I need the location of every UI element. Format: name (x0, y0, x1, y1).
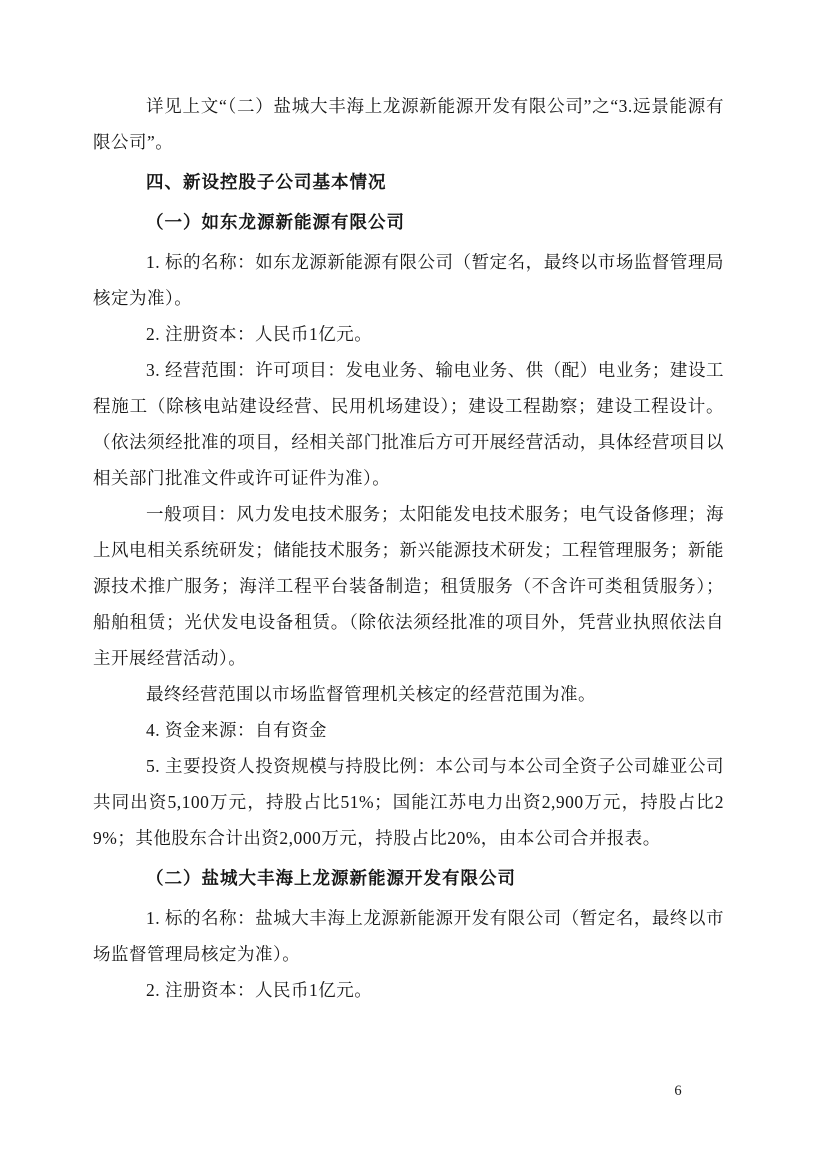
paragraph: 详见上文“（二）盐城大丰海上龙源新能源开发有限公司”之“3.远景能源有限公司”。 (93, 96, 724, 152)
page-number: 6 (674, 1083, 682, 1099)
paragraph: 2. 注册资本：人民币1亿元。 (146, 980, 373, 1000)
paragraph: 2. 注册资本：人民币1亿元。 (146, 324, 373, 344)
paragraph: 3. 经营范围：许可项目：发电业务、输电业务、供（配）电业务；建设工程施工（除核电站建设经营、民用机场建设）；建设工程勘察；建设工程设计。（依法须经批准的项目，经相关部门批准后方可开展经营活动，具体经营项目以相关部门批准文件或许可证件为准）。 (93, 360, 724, 488)
paragraph: 1. 标的名称：盐城大丰海上龙源新能源开发有限公司（暂定名，最终以市场监督管理局核定为准）。 (93, 908, 724, 964)
paragraph: 5. 主要投资人投资规模与持股比例：本公司与本公司全资子公司雄亚公司共同出资5,100万元，持股占比51%；国能江苏电力出资2,900万元，持股占比29%；其他股东合计出资2,000万元，持股占比20%，由本公司合并报表。 (93, 756, 724, 848)
paragraph: 4. 资金来源：自有资金 (146, 720, 327, 740)
document-content (93, 88, 724, 1008)
paragraph: 最终经营范围以市场监督管理机关核定的经营范围为准。 (146, 684, 596, 704)
paragraph: 1. 标的名称：如东龙源新能源有限公司（暂定名，最终以市场监督管理局核定为准）。 (93, 252, 724, 308)
section-heading: 四、新设控股子公司基本情况 (146, 172, 387, 192)
paragraph: 一般项目：风力发电技术服务；太阳能发电技术服务；电气设备修理；海上风电相关系统研发；储能技术服务；新兴能源技术研发；工程管理服务；新能源技术推广服务；海洋工程平台装备制造；租赁服务（不含许可类租赁服务）；船舶租赁；光伏发电设备租赁。（除依法须经批准的项目外，凭营业执照依法自主开展经营活动）。 (93, 504, 724, 668)
section-heading: （二）盐城大丰海上龙源新能源开发有限公司 (146, 868, 516, 888)
section-heading: （一）如东龙源新能源有限公司 (146, 212, 405, 232)
